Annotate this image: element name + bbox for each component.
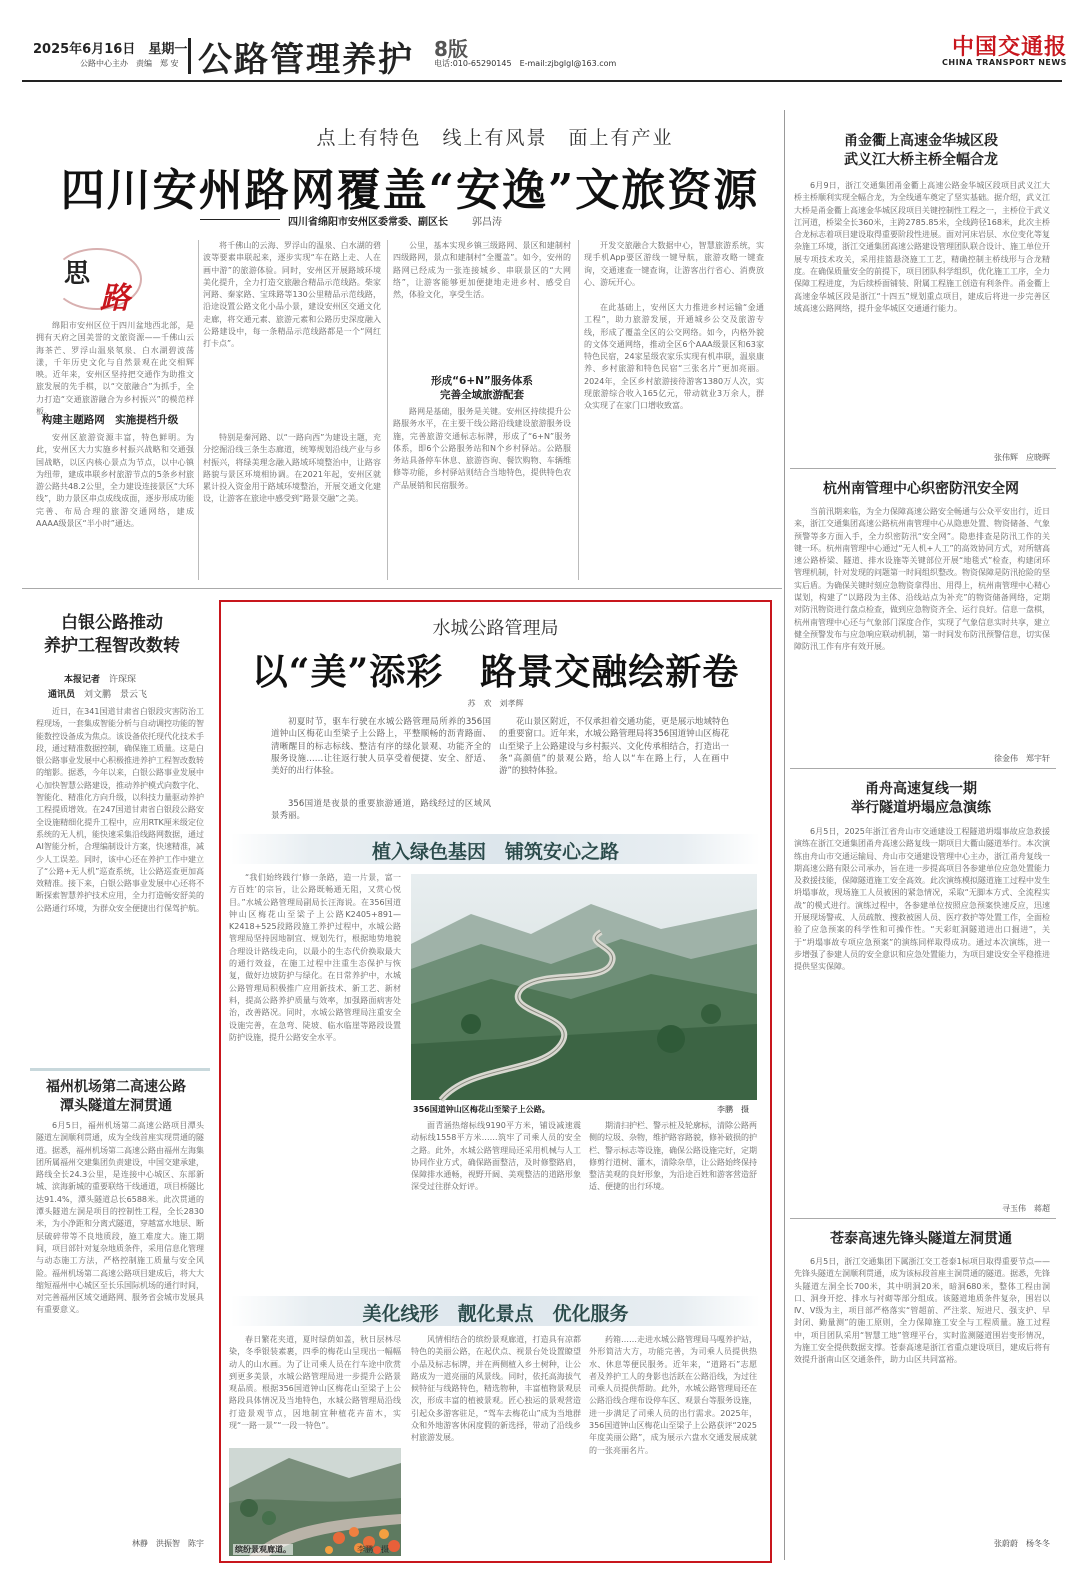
- photo1-credit: 李鹏 摄: [717, 1105, 749, 1114]
- left2-title: 福州机场第二高速公路 潭头隧道左洞贯通: [46, 1079, 186, 1114]
- water-intro-right: 花山景区附近，不仅承担着交通功能，更是展示地域特色的重要窗口。近年来，水城公路管理局将356国道钟山区梅花山至梁子上公路建设与乡村振兴、文化传承相结合，打造出一条“高颜值”的景观公路，给人以“车在路上行，人在画中游”的独特体验。: [499, 717, 729, 777]
- water-byline: 苏 欢 刘孝辉: [467, 699, 524, 708]
- water-sec1-col2: 面青涵热熔标线9190平方米，铺设减速震动标线1558平方米……筑牢了司乘人员的安全之路。此外，水城公路管理局还采用机械与人工协同作业方式，确保路面整洁，及时修整路肩，保障排水通畅，视野开阔、美观整洁的道路形象深受过往群众好评。: [411, 1121, 581, 1192]
- left1-reporter: 许琛琛: [109, 675, 137, 685]
- lead-author-line: [200, 213, 790, 227]
- left1-correspondent: 刘文鹏 景云飞: [84, 690, 148, 700]
- left1-credits: [30, 672, 200, 700]
- left2-body: 6月5日，福州机场第二高速公路项目潭头隧道左洞顺利贯通，成为全线首座实现贯通的隧道。据悉，福州机场第二高速公路由福州左海集团所属福州交建集团负责建设，中国交建承建，路线全长24.3公里，是连接中心城区、东部新城、滨海新城的重要联络干线通道，项目桥隧比达91.4%，潭头隧道总长6588米。此次贯通的潭头隧道左洞是项目的控制性工程，全长2830米，为小净距和分离式隧道，穿越富水地层、断层破碎带等不良地质段，施工难度大。施工期间，项目部针对复杂地质条件，采用信息化管理与动态施工方法，严格控制施工质量与安全风险。福州机场第二高速公路项目建成后，将大大缩短福州中心城区至长乐国际机场的通行时间，对完善福州区域交通路网、服务省会城市发展具有重要意义。: [36, 1121, 204, 1315]
- photo2-credit: 李鹏 摄: [357, 1545, 389, 1554]
- water-sec2-title: 美化线形 靓化景点 优化服务: [362, 1303, 629, 1325]
- water-article-box: [219, 600, 772, 1563]
- section-title: 公路管理养护: [198, 40, 414, 80]
- issue-date: 2025年6月16日 星期一: [33, 42, 188, 57]
- newspaper-logo-en: CHINA TRANSPORT NEWS: [942, 58, 1067, 67]
- lead-author-title: 四川省绵阳市安州区委常委、副区长: [288, 217, 448, 228]
- column-divider: [578, 240, 579, 580]
- right4-title: 苍泰高速先锋头隧道左洞贯通: [830, 1231, 1012, 1247]
- left1-reporter-label: 本报记者: [64, 675, 101, 685]
- lead-col1-text: 绵阳市安州区位于四川盆地西北部，是拥有天府之国美誉的文旅资源——千佛山云海茶芒、罗浮山温泉氡泉、白水湖碧波荡漾，千年历史文化与自然景观在此交相辉映。近年来，安州区坚持把交通作为助推文旅发展的先手棋，以“交旅融合”为抓手，全力打造“交通旅游融合为乡村振兴”的模范样板。: [36, 321, 194, 417]
- lead-kicker: 点上有特色 线上有风景 面上有产业: [316, 127, 674, 149]
- right2-body: 当前汛期来临，为全力保障高速公路安全畅通与公众平安出行，近日来，浙江交通集团高速公路杭州南管理中心从隐患处置、物资储备、气象预警等多方面入手，全力织密防汛“安全网”。隐患排查是防汛工作的关键一环。杭州南管理中心通过“无人机+人工”的高效协同方式，对所辖高速公路桥梁、隧道、排水设施等关键部位开展“地毯式”检查，构建闭环管理机制，针对发现的问题第一时间组织整改。物资保障是防汛抢险的坚实后盾。为确保关键时刻应急物资拿得出、用得上，杭州南管理中心精心谋划，构建了“以路段为主体、沿线站点为补充”的物资储备网络，定期对防汛物资进行盘点检查，做到应急物资齐全、运行良好。信息一盘棋，杭州南管理中心还与气象部门深度合作，实现了气象信息实时共享，建立健全预警发布与应急响应联动机制，第一时间发布防汛预警信息，切实保障防汛工作有序有效开展。: [794, 507, 1050, 652]
- left2-byline: 林静 洪振智 陈宇: [132, 1539, 204, 1548]
- water-sec1-col1: “我们始终践行‘修一条路，造一片景，富一方百姓’的宗旨，让公路既畅通无阻，又赏心悦目。”水城公路管理局副局长汪海说。在356国道钟山区梅花山至梁子上公路K2405+891—K2418+525段路段施工养护过程中，水城公路管理局坚持因地制宜、规划先行，根据地势地貌合理设计路线走向，以最小的生态代价换取最大的通行效益，在施工过程中注重生态保护与恢复，做好边坡防护与绿化。在日常养护中，水城公路管理局积极推广应用新技术、新工艺、新材料，提高公路养护质量与效率，加强路面病害处治，改善路况。同时，水城公路管理局注重安全设施完善，在急弯、陡坡、临水临崖等路段设置防护设施，提升公路安全水平。: [229, 873, 401, 1042]
- right3-title: 甬舟高速复线一期 举行隧道坍塌应急演练: [851, 781, 991, 816]
- right1-byline: 张伟辉 应晓晖: [994, 453, 1050, 462]
- water-sec2-col1: 春日繁花夹道，夏时绿荫如盖，秋日层林尽染，冬季银装素裹，四季的梅花山呈现出一幅幅动人的山水画。为了让司乘人员在行车途中欣赏到更多美景，水城公路管理局进一步提升公路景观品质。根据356国道钟山区梅花山至梁子上公路段具体情况及当地特色，水城公路管理局沿线打造景观节点，因地制宜种植花卉苗木，实现“一路一景”“一段一特色”。: [229, 1335, 401, 1431]
- right1-title: 甬金衢上高速金华城区段 武义江大桥主桥全幅合龙: [844, 133, 998, 168]
- column-logo: [42, 248, 152, 318]
- newspaper-logo: 中国交通报: [952, 34, 1068, 60]
- masthead-rule: [22, 80, 1062, 82]
- lead-col2b-text: 特别是秦河路、以“一路向西”为建设主题，充分挖掘沿线三条生态廊道，统筹规划沿线产业与乡村振兴，将绿美理念融入路域环境整治中，让路容路貌与景区环境相协调。在2021年起，安州区就累计投入资金用于路域环境整治，开展交通文化建设，让游客在旅途中感受到“路景交融”之美。: [203, 433, 381, 504]
- water-sec2-band: [231, 1296, 760, 1326]
- sidebar-divider: [784, 110, 785, 1560]
- masthead-divider: [188, 38, 191, 74]
- masthead: [0, 0, 1080, 82]
- left1-title: 白银公路推动 养护工程智改数转: [44, 613, 180, 656]
- right3-byline: 寻玉伟 蒋超: [1002, 1204, 1050, 1213]
- right4-byline: 张蔚蔚 杨冬冬: [994, 1539, 1050, 1548]
- lead-col3b-text: 路网是基础，服务是关键。安州区持续提升公路服务水平，在主要干线公路沿线建设旅游服务设施，完善旅游交通标志标牌，形成了“6+N”服务体系，即6个公路服务站和N个乡村驿站。公路服务站具备停车休息、旅游咨询、餐饮购物、车辆维修等功能，乡村驿站则结合当地特色，提供特色农产品展销和民宿服务。: [393, 407, 571, 490]
- author-rule: [200, 219, 280, 220]
- left1-correspondent-label: 通讯员: [48, 690, 76, 700]
- column-divider: [387, 240, 388, 580]
- section-divider: [790, 768, 1056, 769]
- lead-col2-text: 将千佛山的云海、罗浮山的温泉、白水湖的碧波等要素串联起来，逐步实现“车在路上走、人在画中游”的旅游体验。同时，安州区开展路域环境美化提升，全力打造交旅融合精品示范线路。柴家河路、秦家路、宝珠路等130公里精品示范线路，沿途设置公路文化小品小景，建设安州区交通文化走廊，将交通元素、旅游元素和公路历史深度融入公路建设中，每一条精品示范线路都是一个“网红打卡点”。: [203, 241, 381, 349]
- page-number: 8版: [434, 37, 468, 61]
- water-sec1-col3: 期清扫护栏、警示桩及轮廓标，清除公路两侧的垃圾、杂物，维护路容路貌，修补破损的护栏、警示标志等设施，确保公路设施完好，定期修剪行道树、灌木，清除杂草，让公路始终保持整洁美观的良好形象，为沿途百姓和游客营造舒适、便捷的出行环境。: [589, 1121, 757, 1192]
- right2-title: 杭州南管理中心织密防汛安全网: [823, 481, 1019, 497]
- water-intro-left: 初夏时节，驱车行驶在水城公路管理局所养的356国道钟山区梅花山至梁子上公路上，平整顺畅的沥青路面、清晰醒目的标志标线、整洁有序的绿化景观、功能齐全的服务设施……让往返行驶人员享受着便捷、安全、舒适、美好的出行体验。: [271, 717, 491, 777]
- column-logo-char-b: 路: [100, 281, 130, 316]
- right2-byline: 徐金伟 郑宇轩: [994, 754, 1050, 763]
- water-kicker: 水城公路管理局: [432, 618, 559, 639]
- contact-info: 电话:010-65290145 E-mail:zjbglgl@163.com: [434, 59, 617, 68]
- flower-corridor-image: [229, 1448, 401, 1556]
- water-title: 以“美”添彩 路景交融绘新卷: [251, 651, 740, 693]
- water-sec1-band: [231, 834, 760, 864]
- lead-subhead-2: 形成“6+N”服务体系 完善全域旅游配套: [431, 375, 533, 401]
- lead-headline: 四川安州路网覆盖“安逸”文旅资源: [60, 165, 760, 216]
- lead-col3-text: 公里，基本实现乡镇三级路网、景区和建制村四级路网，景点和建制村“全覆盖”。如今，安州的路网已经成为一张连接城乡、串联景区的“大网络”，让游客能够更加便捷地走进乡村、感受自然，体验文化，享受生活。: [393, 241, 571, 300]
- section-divider: [790, 468, 1056, 469]
- flower-corridor-photo: [229, 1448, 401, 1556]
- lead-col4b-text: 在此基础上，安州区大力推进乡村运输“金通工程”，助力旅游发展，开通城乡公交及旅游专线，形成了覆盖全区的公交网络。如今，内格外貌的文体交通网络，推动全区6个AAA级景区和63家特色民宿，24家星级农家乐实现有机串联，温泉康养、乡村旅游和特色民宿“三张名片”更加亮丽。2024年，全区乡村旅游接待游客1380万人次，实现旅游综合收入165亿元，带动就业3万余人，群众实现了在家门口增收致富。: [584, 303, 764, 411]
- right4-body: 6月5日，浙江交通集团下属浙江交工苍泰1标项目取得重要节点——先锋头隧道左洞顺利贯通，成为该标段首座主洞贯通的隧道。据悉，先锋头隧道左洞全长700米，其中明洞20米，暗洞680米，整体工程由洞口、洞身开挖、排水与衬砌等部分组成。该隧道地质条件复杂，围岩以Ⅳ、Ⅴ级为主，项目部严格落实“管超前、严注浆、短进尺、强支护、早封闭、勤量测”的施工原则，全力保障施工安全与工程质量。施工过程中，项目团队采用“智慧工地”管理平台，实时监测隧道围岩变形情况，为施工安全提供数据支撑。苍泰高速是浙江省重点建设项目，建成后将有效提升浙南山区交通条件，助力山区共同富裕。: [794, 1257, 1050, 1365]
- lead-col4-text: 开发交旅融合大数据中心，智慧旅游系统，实现手机App要区游线一键导航，旅游攻略一键查询，交通速查一键查询，让游客出行省心、消费放心、游玩开心。: [584, 241, 764, 287]
- water-sec2-col2: 风情相结合的缤纷景观廊道，打造具有凉都特色的美丽公路，在起伏点、视景台处设置瞭望小品及标志标牌，并在两侧植入乡土树种，让公路成为一道亮丽的风景线。同时，依托高海拔气候特征与线路特色，精选物种，丰富植物景观层次，形成丰富的植被景观。匠心独运的景观营造引起众多游客驻足，“驾车去梅花山”成为当地群众和外地游客休闲度假的新选择，带动了沿线乡村旅游发展。: [411, 1335, 581, 1443]
- issue-host: 公路中心主办 责编 郑 安: [80, 59, 179, 68]
- right3-body: 6月5日，2025年浙江省舟山市交通建设工程隧道坍塌事故应急救援演练在浙江交通集团甬舟高速公路复线一期项目大衢山隧道举行。本次演练由舟山市交通运输局、舟山市交通建设管理中心主办，浙江甬舟复线一期高速公路有限公司承办，旨在进一步提高项目各参建单位应急处置能力及救援技能，保障隧道施工安全高效。此次演练模拟隧道施工过程中发生坍塌事故，现场施工人员被困的紧急情况，采取“无脚本方式、全流程实战”的模式进行。演练过程中，各参建单位按照应急预案快速反应，迅速开展现场警戒、人员疏散、搜救被困人员、医疗救护等处置工作，全面检验了应急预案的科学性和可操作性。“天彩虹洞隧道进出口掘进”，关于“坍塌事故专项应急预案”的演练同样取得成功。通过本次演练，进一步增强了参建人员的安全意识和应急处置能力，为项目建设安全平稳推进提供坚实保障。: [794, 827, 1050, 972]
- section-divider: [790, 1218, 1056, 1219]
- column-logo-char-a: 思: [64, 259, 91, 289]
- lead-col1b-text: 安州区旅游资源丰富，特色鲜明。为此，安州区大力实施乡村振兴战略和交通强国战略，以区内核心景点为节点，以中心镇为纽带，建成串联乡村旅游节点的5条乡村旅游公路共48.2公里，全力建设连接景区“大环线”，助力景区串点成线成面，逐步形成功能完善、布局合理的旅游交通网络，建成AAAA级景区“半小时”通达。: [36, 433, 194, 529]
- lead-subhead-1: 构建主题路网 实施提档升级: [41, 414, 179, 426]
- mountain-road-image: [411, 874, 757, 1100]
- lead-author-name: 郭昌涛: [472, 217, 502, 228]
- column-divider: [198, 240, 199, 580]
- water-sec2-col3: 药箱……走进水城公路管理局马嘎养护站，外形简洁大方，功能完善，为司乘人员提供热水、休息等便民服务。近年来，“道路石”志愿者及养护工人的身影也活跃在公路沿线，为过往司乘人员提供帮助。此外，水城公路管理局还在公路沿线合理布设停车区、观景台等服务设施，进一步满足了司乘人员的出行需求。2025年，356国道钟山区梅花山至梁子上公路获评“2025年度美丽公路”，成为展示六盘水交通发展成就的一张亮丽名片。: [589, 1335, 757, 1455]
- mountain-road-photo: [411, 874, 757, 1100]
- left1-body: 近日，在341国道甘肃省白银段灾害防治工程现场，一套集成智能分析与自动调控功能的智能数控设备成为焦点。该设备依托现代化技术手段，通过精准数据控制，确保施工质量。这是白银公路事业发展中心积极推进养护工程智改数转的缩影。据悉，今年以来，白银公路事业发展中心加快智慧公路建设，推动养护模式向数字化、智能化、精准化方向升级，以科技力量驱动养护工程提质增效。在247国道甘肃省白银段公路安全设施精细化提升工程中，应用RTK厘米级定位系统的无人机，能快速采集沿线路网数据，通过AI智能分析，合理编制设计方案，快速精准，减少人工误差。同时，该中心还在养护工作中建立了“公路+无人机”巡查系统，让公路巡查更加高效精准。接下来，白银公路事业发展中心还将不断探索智慧养护技术应用，全力打造畅安舒美的公路通行环境，为群众安全便捷出行保驾护航。: [36, 707, 204, 913]
- water-sec1-title: 植入绿色基因 铺筑安心之路: [371, 841, 619, 863]
- section-divider: [22, 588, 782, 589]
- photo2-caption: 缤纷景观廊道。: [235, 1545, 291, 1554]
- photo1-caption: 356国道钟山区梅花山至梁子上公路。: [413, 1105, 550, 1114]
- water-intro-left2: 356国道是夜景的重要旅游通道，路线经过的区域风景秀丽。: [271, 799, 491, 822]
- right1-body: 6月9日，浙江交通集团甬金衢上高速公路金华城区段项目武义江大桥主桥顺利实现全幅合龙，为全线通车奠定了坚实基础。据介绍，武义江大桥是甬金衢上高速金华城区段项目关键控制性工程之一，主桥位于武义江河道，桥梁全长360米，主跨2785.85米，全线跨径168米，此次主桥合龙标志着项目建设取得重要阶段性进展。面对河床岩层、水位变化等复杂施工环境，浙江交通集团高速公路建设管理团队联合设计、施工单位开展专项技术攻关，采用挂篮悬浇施工工艺，精确控制主桥线形与合龙精度。在确保质量安全的前提下，项目团队科学组织，优化施工工序，全力保障工程进度，为后续桥面铺装、附属工程施工创造有利条件。甬金衢上高速金华城区段是浙江“十四五”规划重点项目，建成后将进一步完善区域高速公路网络，提升金华城区交通通行能力。: [794, 181, 1050, 313]
